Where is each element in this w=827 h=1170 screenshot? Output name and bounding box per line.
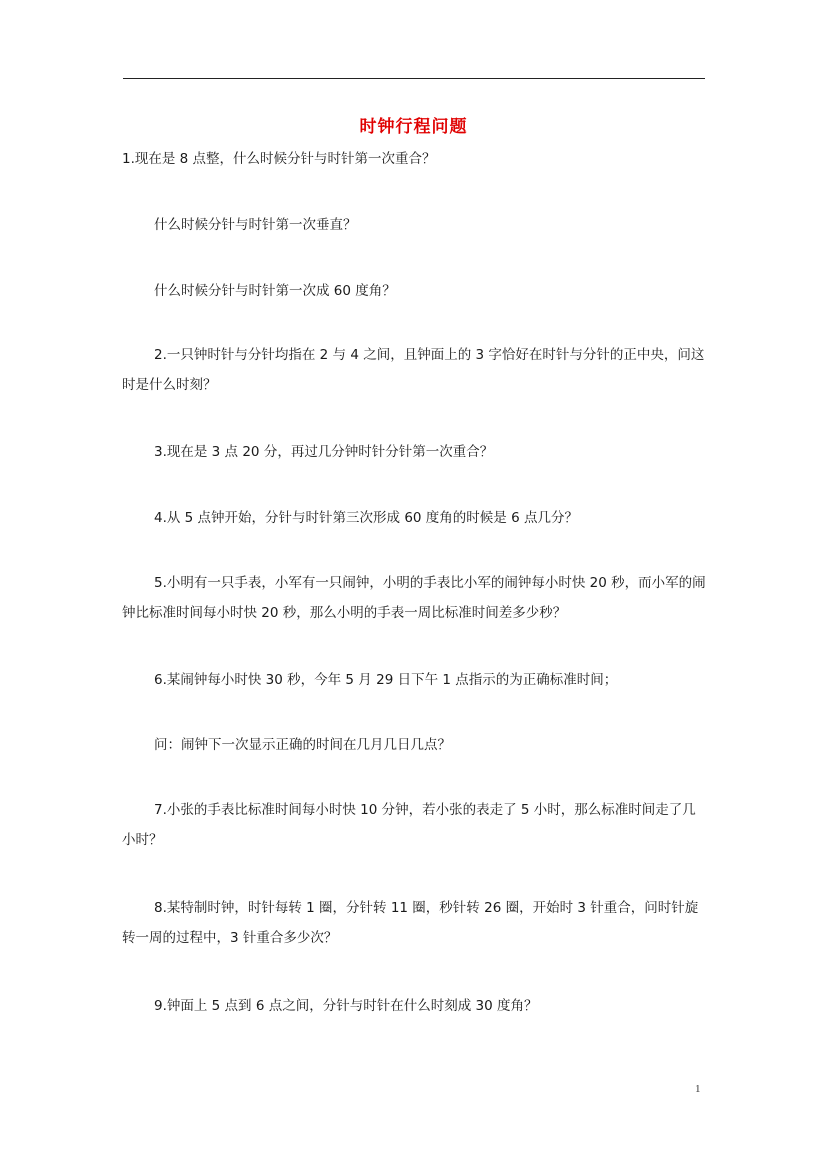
page-title: 时钟行程问题 <box>359 117 468 137</box>
header-rule <box>123 78 705 79</box>
question-4: 4.从 5 点钟开始，分针与时针第三次形成 60 度角的时候是 6 点几分？ <box>154 510 578 526</box>
question-8: 8.某特制时钟，时针每转 1 圈，分针转 11 圈，秒针转 26 圈，开始时 3 针重合，问时针旋转一周的过程中，3 针重合多少次？ <box>122 900 699 946</box>
question-3: 3.现在是 3 点 20 分，再过几分钟时针分针第一次重合？ <box>154 444 494 460</box>
question-7: 7.小张的手表比标准时间每小时快 10 分钟，若小张的表走了 5 小时，那么标准时间走了几小时？ <box>122 802 696 848</box>
question-1-part-2: 什么时候分针与时针第一次垂直？ <box>154 217 357 233</box>
question-9: 9.钟面上 5 点到 6 点之间，分针与时针在什么时刻成 30 度角？ <box>154 998 538 1014</box>
question-1-part-3: 什么时候分针与时针第一次成 60 度角？ <box>154 283 396 299</box>
page-number: 1 <box>695 1083 701 1095</box>
question-2: 2.一只钟时针与分针均指在 2 与 4 之间，且钟面上的 3 字恰好在时针与分针的正中央，问这时是什么时刻？ <box>122 347 705 393</box>
question-1: 1.现在是 8 点整，什么时候分针与时针第一次重合？ <box>122 151 436 167</box>
question-5: 5.小明有一只手表，小军有一只闹钟，小明的手表比小军的闹钟每小时快 20 秒，而小军的闹钟比标准时间每小时快 20 秒，那么小明的手表一周比标准时间差多少秒？ <box>122 575 706 621</box>
question-6: 6.某闹钟每小时快 30 秒，今年 5 月 29 日下午 1 点指示的为正确标准时间； <box>154 672 618 688</box>
question-6-part-2: 问：闹钟下一次显示正确的时间在几月几日几点？ <box>154 737 451 753</box>
